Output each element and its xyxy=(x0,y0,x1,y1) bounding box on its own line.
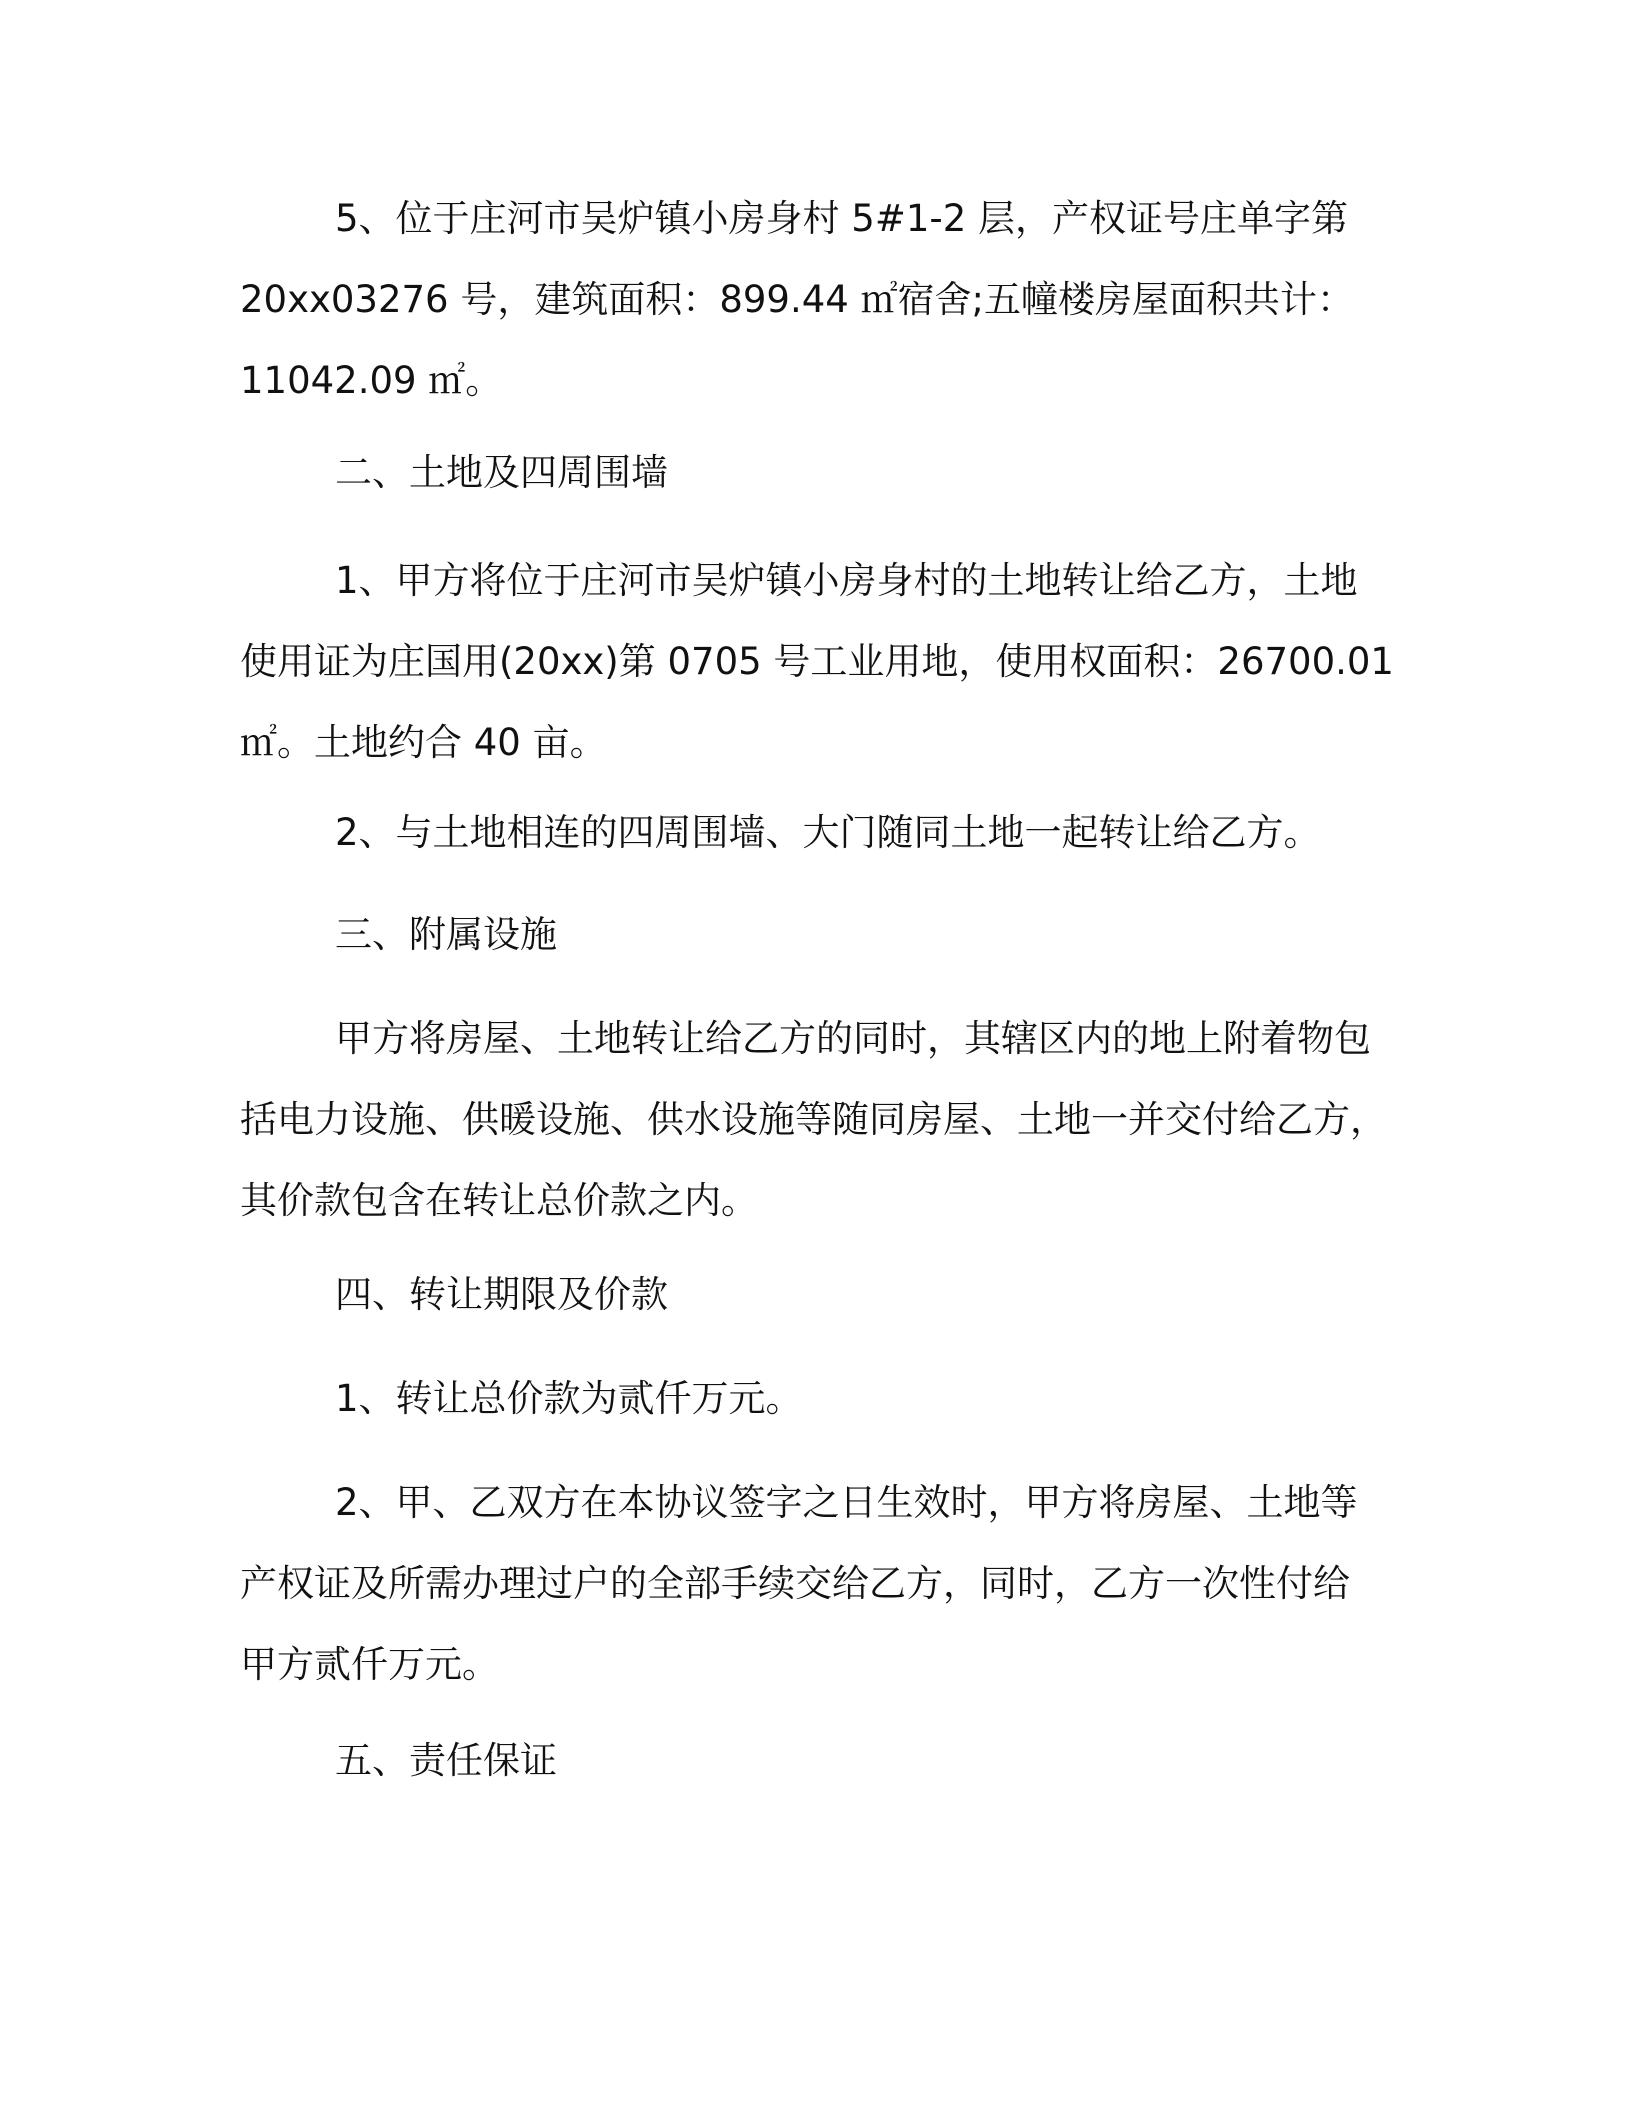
section-heading-3: 三、附属设施 xyxy=(335,913,557,956)
text-line: ㎡。土地约合 40 亩。 xyxy=(240,721,607,764)
text-line: 使用证为庄国用(20xx)第 0705 号工业用地，使用权面积：26700.01 xyxy=(240,640,1394,683)
paragraph-land-1 xyxy=(240,540,1394,783)
paragraph-price-1: 1、转让总价款为贰仟万元。 xyxy=(335,1377,803,1420)
text-line: 20xx03276 号，建筑面积：899.44 ㎡宿舍;五幢楼房屋面积共计： xyxy=(240,278,1355,321)
text-line: 其价款包含在转让总价款之内。 xyxy=(240,1179,758,1222)
text-line: 甲方贰仟万元。 xyxy=(240,1643,499,1686)
text-line: 甲方将房屋、土地转让给乙方的同时，其辖区内的地上附着物包 xyxy=(335,1017,1371,1060)
text-line: 5、位于庄河市吴炉镇小房身村 5#1-2 层，产权证号庄单字第 xyxy=(335,197,1349,240)
text-line: 1、甲方将位于庄河市吴炉镇小房身村的土地转让给乙方，土地 xyxy=(335,559,1358,602)
paragraph-item-5 xyxy=(240,178,1380,421)
paragraph-facilities xyxy=(240,998,1387,1241)
text-line: 2、甲、乙双方在本协议签字之日生效时，甲方将房屋、土地等 xyxy=(335,1481,1358,1524)
text-line: 括电力设施、供暖设施、供水设施等随同房屋、土地一并交付给乙方， xyxy=(240,1098,1387,1141)
section-heading-2: 二、土地及四周围墙 xyxy=(335,451,668,494)
paragraph-price-2 xyxy=(240,1462,1380,1705)
text-line: 11042.09 ㎡。 xyxy=(240,359,503,402)
section-heading-5: 五、责任保证 xyxy=(335,1739,557,1782)
section-heading-4: 四、转让期限及价款 xyxy=(335,1273,668,1316)
text-line: 产权证及所需办理过户的全部手续交给乙方，同时，乙方一次性付给 xyxy=(240,1562,1350,1605)
paragraph-land-2: 2、与土地相连的四周围墙、大门随同土地一起转让给乙方。 xyxy=(335,811,1321,854)
